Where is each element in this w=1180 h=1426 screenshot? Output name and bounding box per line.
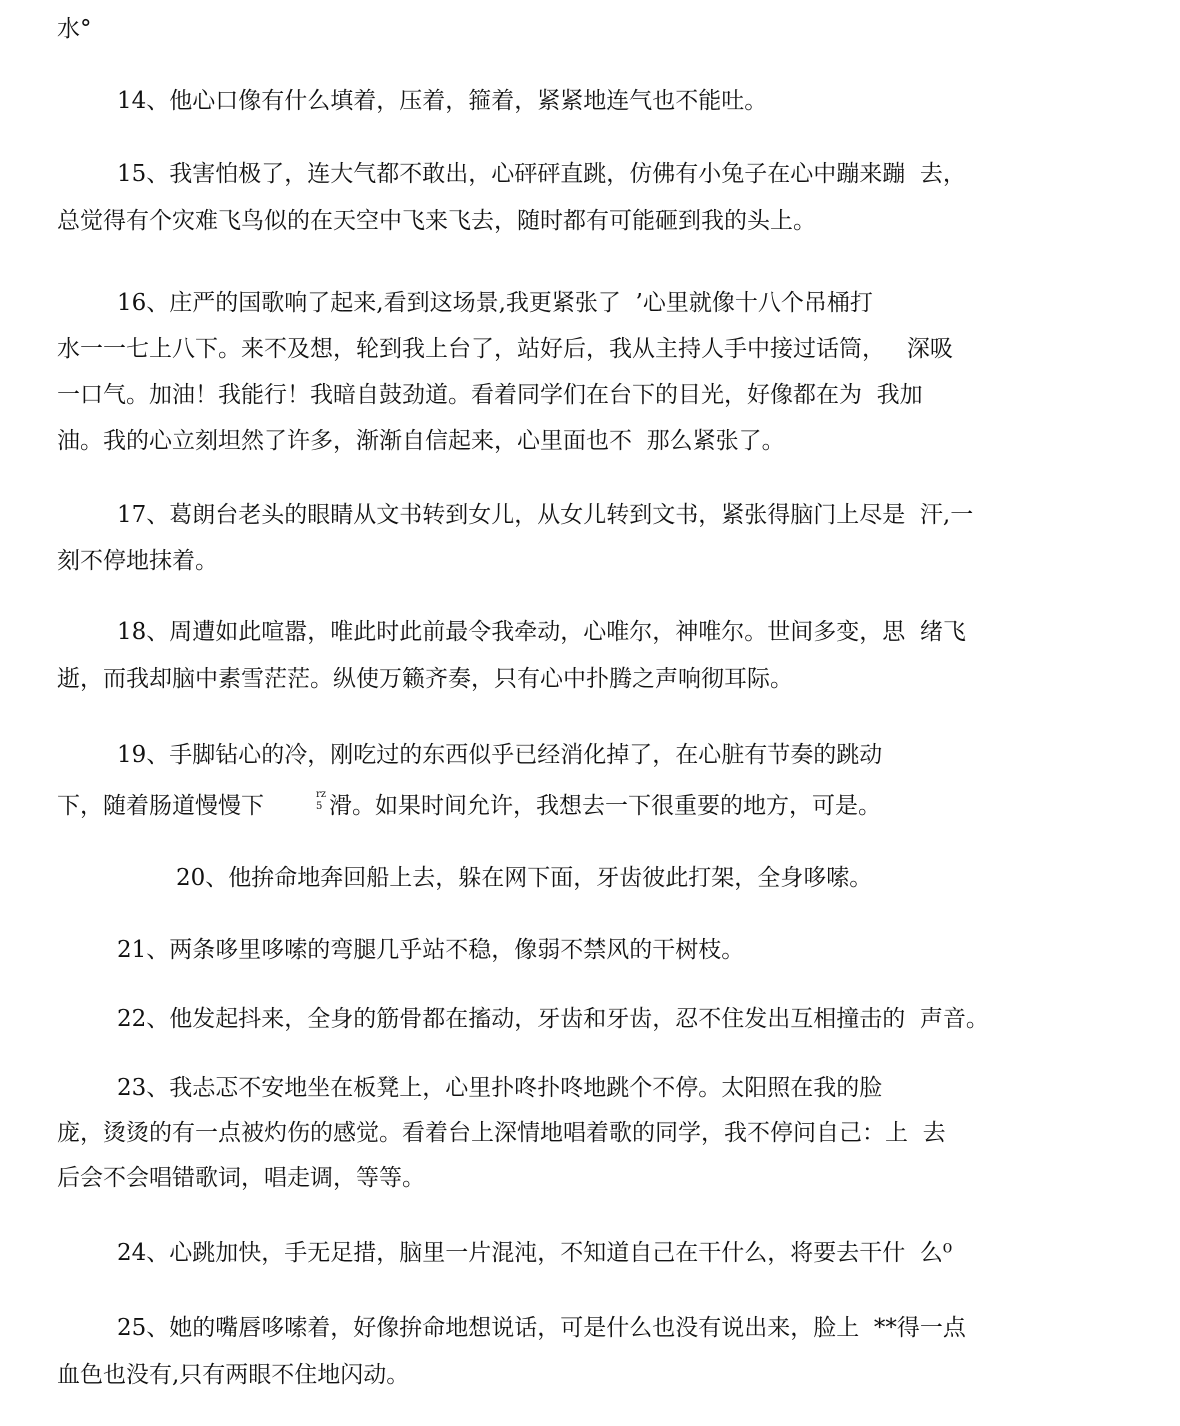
text-line: 24、心跳加快，手无足措，脑里一片混沌，不知道自己在干什么，将要去干什 么⁰ [117,1240,953,1266]
text-line: 16、庄严的国歌响了起来,看到这场景,我更紧张了 ’心里就像十八个吊桶打 [117,290,873,316]
text-line: 一口气。加油！我能行！我暗自鼓劲道。看着同学们在台下的目光，好像都在为 我加 [57,382,923,408]
text-line: 19、手脚钻心的冷，刚吃过的东西似乎已经消化掉了，在心脏有节奏的跳动 [117,742,883,768]
text-line: 23、我忐忑不安地坐在板凳上，心里扑咚扑咚地跳个不停。太阳照在我的脸 [117,1075,883,1101]
text-line: 水° [57,16,92,42]
text-line: 25、她的嘴唇哆嗦着，好像拚命地想说话，可是什么也没有说出来，脸上 **得一点 [117,1315,966,1341]
text-line: 21、两条哆里哆嗦的弯腿几乎站不稳，像弱不禁风的干树枝。 [117,937,745,963]
text-line: 14、他心口像有什么填着，压着，箍着，紧紧地连气也不能吐。 [117,88,768,114]
footnote-marker-bottom: 5 [316,801,323,812]
text-line: 22、他发起抖来，全身的筋骨都在搐动，牙齿和牙齿，忍不住发出互相撞击的 声音。 [117,1006,989,1032]
text-line: 15、我害怕极了，连大气都不敢出，心砰砰直跳，仿佛有小兔子在心中蹦来蹦 去， [117,161,966,187]
text-line: 18、周遭如此喧嚣，唯此时此前最令我牵动，心唯尔，神唯尔。世间多变，思 绪飞 [117,619,966,645]
text-line: 逝，而我却脑中素雪茫茫。纵使万籁齐奏，只有心中扑腾之声响彻耳际。 [57,666,793,692]
text-line: 滑。如果时间允许，我想去一下很重要的地方，可是。 [329,793,881,819]
text-line: 水一一七上八下。来不及想，轮到我上台了，站好后，我从主持人手中接过话筒， 深吸 [57,336,953,362]
text-line: 总觉得有个灾难飞鸟似的在天空中飞来飞去，随时都有可能砸到我的头上。 [57,208,816,234]
text-line: 庞，烫烫的有一点被灼伤的感觉。看着台上深情地唱着歌的同学，我不停问自己：上 去 [57,1120,946,1146]
text-line: 刻不停地抹着。 [57,548,218,574]
footnote-marker-top: rz [316,789,327,800]
text-line: 油。我的心立刻坦然了许多，渐渐自信起来，心里面也不 那么紧张了。 [57,428,785,454]
text-line: 下，随着肠道慢慢下 [57,793,264,819]
text-line: 血色也没有,只有两眼不住地闪动。 [57,1362,410,1388]
text-line: 20、他拚命地奔回船上去，躲在网下面，牙齿彼此打架，全身哆嗦。 [176,865,873,891]
text-line: 17、葛朗台老头的眼睛从文书转到女儿，从女儿转到文书，紧张得脑门上尽是 汗,一 [117,502,974,528]
text-line: 后会不会唱错歌词，唱走调，等等。 [57,1165,425,1191]
